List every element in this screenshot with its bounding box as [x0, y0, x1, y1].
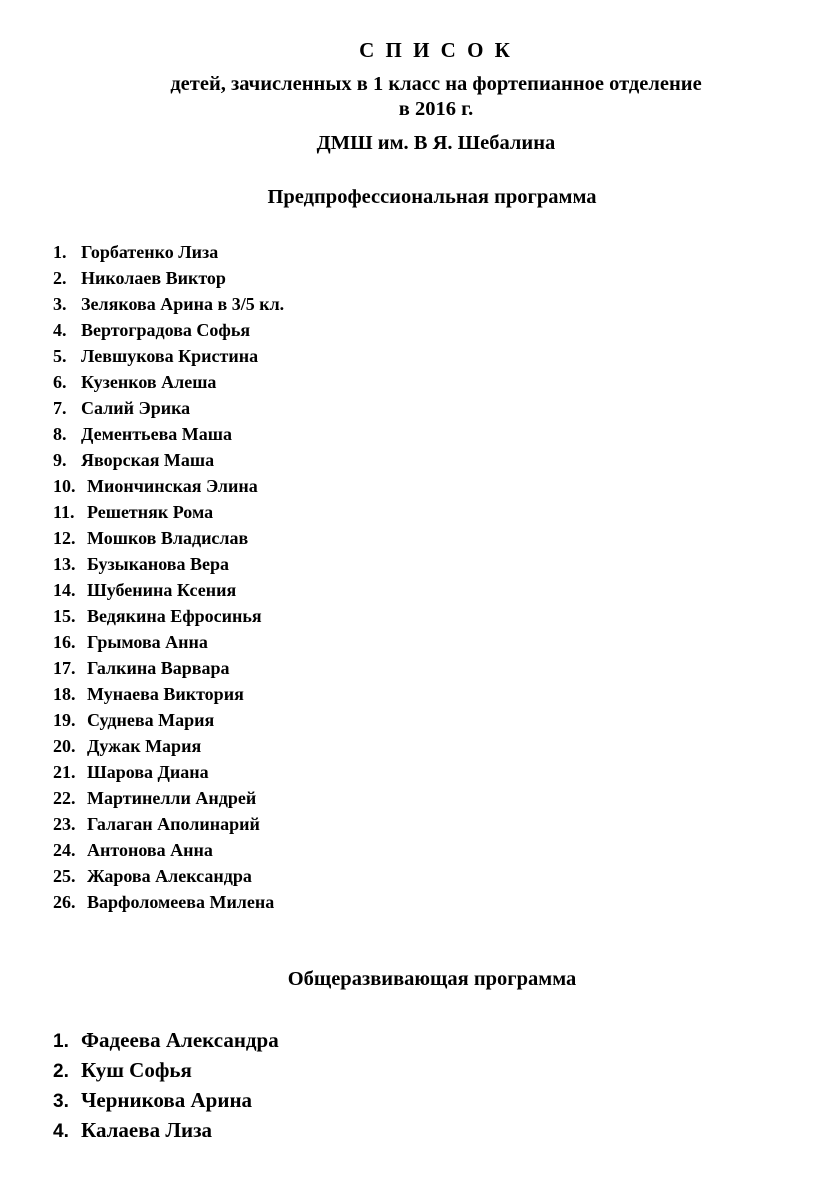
list-item: [53, 785, 284, 811]
list-item: [53, 395, 284, 421]
list-item-name: Салий Эрика: [81, 398, 191, 418]
list-item-name: Суднева Мария: [87, 710, 215, 730]
list-item-name: Яворская Маша: [81, 450, 215, 470]
list-item: [53, 343, 284, 369]
list-item-name: Левшукова Кристина: [81, 346, 259, 366]
list-item-number: 7.: [53, 398, 67, 418]
list-item-number: 14.: [53, 580, 76, 600]
list-item-name: Галкина Варвара: [87, 658, 230, 678]
list-item: [53, 1025, 279, 1055]
list-item-name: Фадеева Александра: [81, 1028, 279, 1052]
list-item: [53, 629, 284, 655]
list-item: [53, 603, 284, 629]
list-item-number: 2.: [53, 268, 67, 288]
list-item-name: Зелякова Арина в 3/5 кл.: [81, 294, 285, 314]
school-name: ДМШ им. В Я. Шебалина: [316, 132, 556, 154]
list-item: [53, 889, 284, 915]
list-item-name: Черникова Арина: [81, 1088, 253, 1112]
list-item-number: 11.: [53, 502, 75, 522]
list-item-number: 6.: [53, 372, 67, 392]
list-item: [53, 655, 284, 681]
list-item-name: Шубенина Ксения: [87, 580, 237, 600]
list-item: [53, 239, 284, 265]
list-item-name: Горбатенко Лиза: [81, 242, 219, 262]
list-item-name: Мартинелли Андрей: [87, 788, 257, 808]
list-item-name: Решетняк Рома: [87, 502, 214, 522]
list-item-number: 13.: [53, 554, 76, 574]
list-item-name: Вертоградова Софья: [81, 320, 251, 340]
list-item-name: Кузенков Алеша: [81, 372, 217, 392]
preprofessional-list: [53, 239, 284, 915]
list-item: [53, 265, 284, 291]
list-item-name: Шарова Диана: [87, 762, 209, 782]
list-item-number: 12.: [53, 528, 76, 548]
list-item-number: 18.: [53, 684, 76, 704]
list-item: [53, 1115, 279, 1145]
list-item-number: 5.: [53, 346, 67, 366]
list-item-number: 24.: [53, 840, 76, 860]
list-item: [53, 707, 284, 733]
list-item-name: Дементьева Маша: [81, 424, 232, 444]
list-item-number: 9.: [53, 450, 67, 470]
list-item-number: 21.: [53, 762, 76, 782]
list-item-name: Мошков Владислав: [87, 528, 249, 548]
list-item-number: 2.: [53, 1061, 69, 1082]
list-item-number: 16.: [53, 632, 76, 652]
list-item: [53, 681, 284, 707]
list-item: [53, 811, 284, 837]
document-year: в 2016 г.: [398, 98, 474, 120]
list-item: [53, 499, 284, 525]
document-title: С П И С О К: [359, 38, 513, 62]
list-item-name: Грымова Анна: [87, 632, 208, 652]
list-item-number: 3.: [53, 294, 67, 314]
preprofessional-heading: Предпрофессиональная программа: [267, 186, 597, 208]
list-item-number: 1.: [53, 1031, 69, 1052]
list-item: [53, 473, 284, 499]
list-item-number: 26.: [53, 892, 76, 912]
list-item-name: Дужак Мария: [87, 736, 202, 756]
list-item: [53, 551, 284, 577]
list-item: [53, 369, 284, 395]
list-item-number: 20.: [53, 736, 76, 756]
list-item: [53, 837, 284, 863]
list-item-name: Николаев Виктор: [81, 268, 226, 288]
general-heading: Общеразвивающая программа: [287, 968, 577, 990]
list-item-number: 4.: [53, 1121, 69, 1142]
list-item: [53, 1085, 279, 1115]
list-item-number: 19.: [53, 710, 76, 730]
list-item-number: 15.: [53, 606, 76, 626]
list-item-number: 1.: [53, 242, 67, 262]
list-item-name: Калаева Лиза: [81, 1118, 213, 1142]
list-item-name: Галаган Аполинарий: [87, 814, 260, 834]
general-list: [53, 1025, 279, 1145]
list-item: [53, 733, 284, 759]
list-item: [53, 525, 284, 551]
list-item-name: Мунаева Виктория: [87, 684, 244, 704]
list-item-number: 8.: [53, 424, 67, 444]
list-item-number: 3.: [53, 1091, 69, 1112]
list-item-name: Ведякина Ефросинья: [87, 606, 262, 626]
list-item: [53, 863, 284, 889]
list-item: [53, 759, 284, 785]
list-item-number: 23.: [53, 814, 76, 834]
list-item-number: 25.: [53, 866, 76, 886]
list-item: [53, 577, 284, 603]
list-item-number: 10.: [53, 476, 76, 496]
list-item-name: Бузыканова Вера: [87, 554, 229, 574]
list-item-name: Варфоломеева Милена: [87, 892, 275, 912]
list-item-number: 4.: [53, 320, 67, 340]
list-item-name: Жарова Александра: [87, 866, 252, 886]
list-item: [53, 291, 284, 317]
list-item: [53, 421, 284, 447]
list-item: [53, 1055, 279, 1085]
list-item-number: 22.: [53, 788, 76, 808]
list-item-name: Куш Софья: [81, 1058, 192, 1082]
document-subtitle: детей, зачисленных в 1 класс на фортепианное отделение: [170, 73, 702, 95]
list-item-number: 17.: [53, 658, 76, 678]
list-item-name: Миончинская Элина: [87, 476, 258, 496]
list-item: [53, 447, 284, 473]
list-item: [53, 317, 284, 343]
list-item-name: Антонова Анна: [87, 840, 213, 860]
